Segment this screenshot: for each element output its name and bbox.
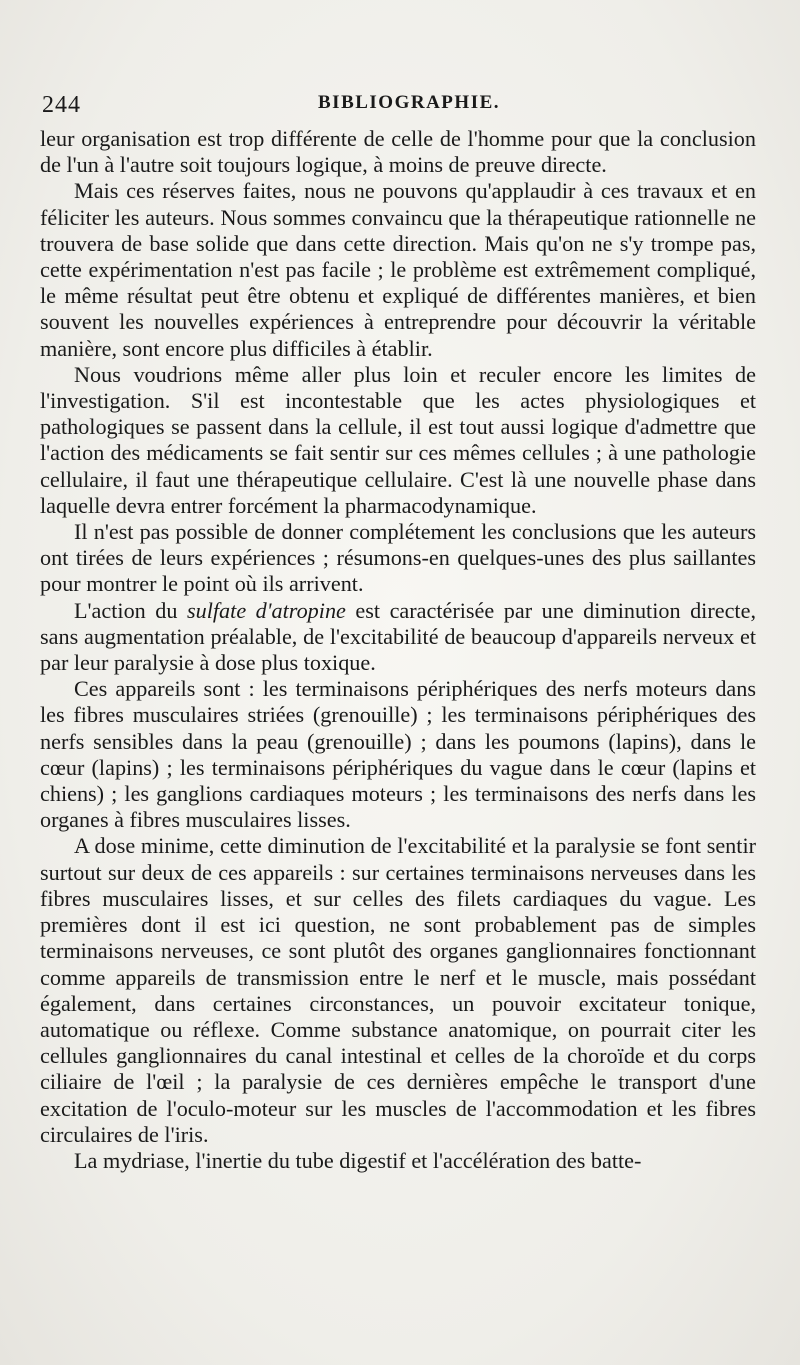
paragraph-text: est caractérisée par une diminution directe, sans augmentation préalable, de l'excitabilité de beaucoup d'appareils nerveux et par leur paralysie à dose plus toxique. bbox=[40, 597, 756, 676]
paragraph: leur organisation est trop différente de celle de l'homme pour que la conclusion de l'un à l'autre soit toujours logique, à moins de preuve directe. bbox=[40, 126, 756, 178]
body-text bbox=[40, 126, 756, 1174]
running-head: BIBLIOGRAPHIE. bbox=[318, 92, 501, 113]
paragraph: La mydriase, l'inertie du tube digestif et l'accélération des batte- bbox=[74, 1147, 642, 1173]
page-number: 244 bbox=[42, 92, 81, 118]
paragraph-text: L'action du bbox=[74, 597, 187, 623]
paragraph: Nous voudrions même aller plus loin et reculer encore les limites de l'investigation. S'il est incontestable que les actes physiologiques et pathologiques se passent dans la cellule, il est tout aussi logique d'admettre que l'action des médicaments se fait sentir sur ces mêmes cellules ; à une pathologie cellulaire, il faut une thérapeutique cellulaire. C'est là une nouvelle phase dans laquelle devra entrer forcément la pharmacodynamique. bbox=[40, 361, 756, 518]
paragraph: Mais ces réserves faites, nous ne pouvons qu'applaudir à ces travaux et en féliciter les auteurs. Nous sommes convaincu que la thérapeutique rationnelle ne trouvera de base solide que dans cette direction. Mais qu'on ne s'y trompe pas, cette expérimentation n'est pas facile ; le problème est extrêmement compliqué, le même résultat peut être obtenu et expliqué de différentes manières, et bien souvent les nouvelles expériences à entreprendre pour découvrir la véritable manière, sont encore plus difficiles à établir. bbox=[40, 178, 756, 361]
paragraph: Ces appareils sont : les terminaisons périphériques des nerfs moteurs dans les fibres musculaires striées (grenouille) ; les terminaisons périphériques des nerfs sensibles dans la peau (grenouille) ; dans les poumons (lapins), dans le cœur (lapins) ; les terminaisons périphériques du vague dans le cœur (lapins et chiens) ; les ganglions cardiaques moteurs ; les terminaisons des nerfs dans les organes à fibres musculaires lisses. bbox=[40, 676, 756, 833]
paragraph bbox=[40, 598, 756, 677]
paragraph: A dose minime, cette diminution de l'excitabilité et la paralysie se font sentir surtout sur deux de ces appareils : sur certaines terminaisons nerveuses dans les fibres musculaires lisses, et sur celles des filets cardiaques du vague. Les premières dont il est ici question, ne sont probablement pas de simples terminaisons nerveuses, ce sont plutôt des organes ganglionnaires fonctionnant comme appareils de transmission entre le nerf et le muscle, mais possédant également, dans certaines circonstances, un pouvoir excitateur tonique, automatique ou réflexe. Comme substance anatomique, on pourrait citer les cellules ganglionnaires du canal intestinal et celles de la choroïde et du corps ciliaire de l'œil ; la paralysie de ces dernières empêche le transport d'une excitation de l'oculo-moteur sur les muscles de l'accommodation et les fibres circulaires de l'iris. bbox=[40, 833, 756, 1147]
italic-term: sulfate d'atropine bbox=[187, 597, 346, 623]
paragraph: Il n'est pas possible de donner complétement les conclusions que les auteurs ont tirées de leurs expériences ; résumons-en quelques-unes des plus saillantes pour montrer le point où ils arrivent. bbox=[40, 519, 756, 597]
